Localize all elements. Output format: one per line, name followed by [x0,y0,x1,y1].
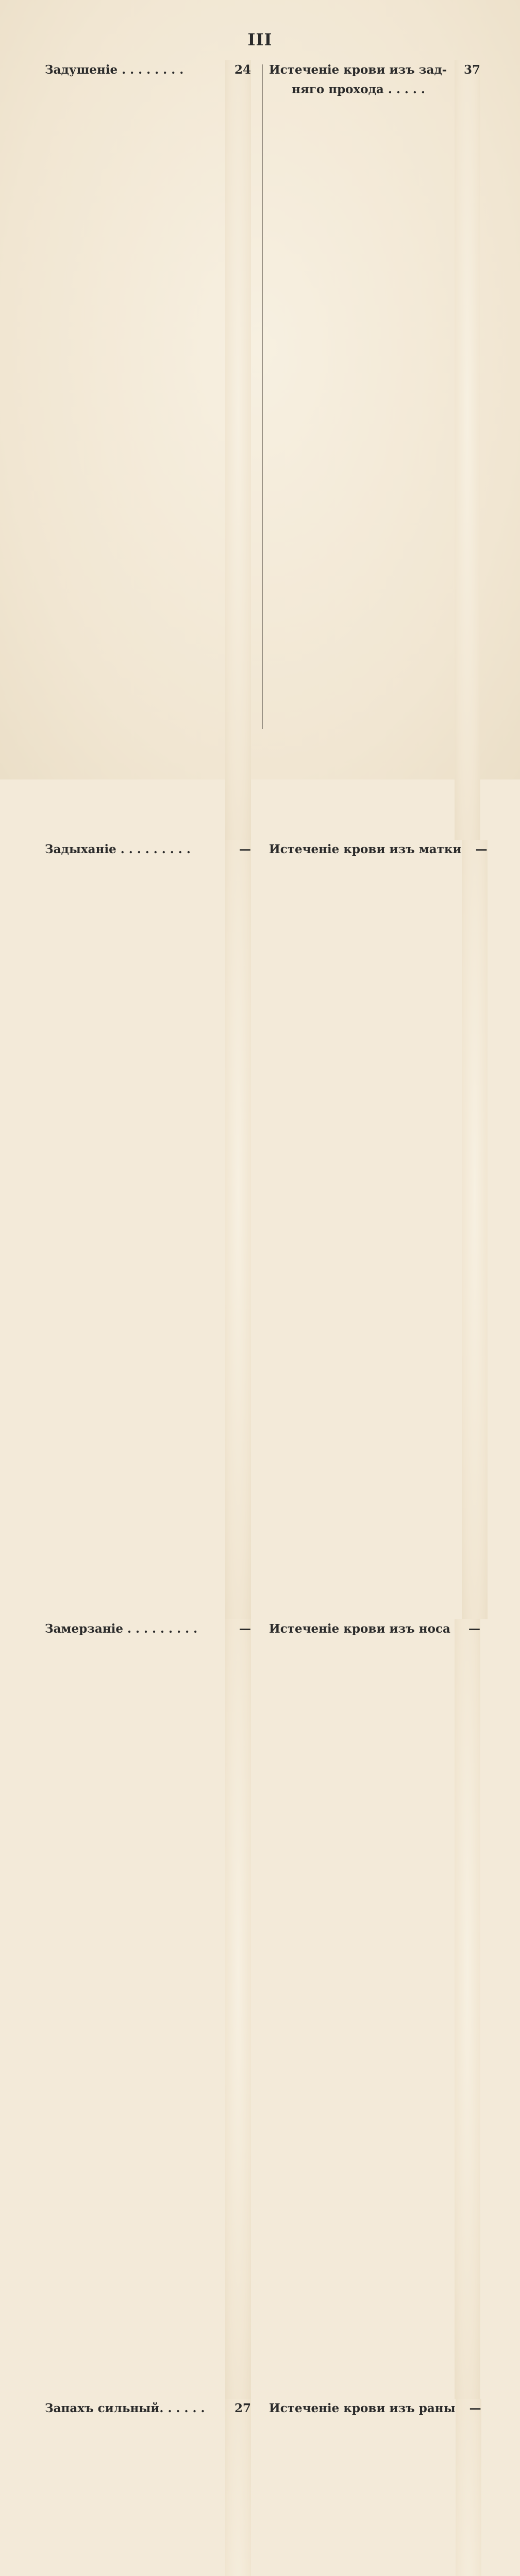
index-entry-line: Истеченіе крови изъ раны [269,2401,456,2415]
index-entry-line: Истеченіе крови изъ матки [269,842,462,856]
index-entry-title [45,840,225,859]
index-entry-title [45,2399,225,2418]
index-entry-title [45,1619,225,1639]
index-entry [45,2399,251,2576]
index-entry [45,1619,251,2399]
index-entry [269,1619,480,2399]
index-entry-page: — [462,840,488,1619]
index-entry-page: — [225,1619,251,2399]
index-entry-title [269,60,455,99]
index-entry-page: 37 [455,60,480,840]
index-entry-title [269,2399,456,2418]
index-entry [269,2399,480,2576]
index-entry-line: Замерзаніе . . . . . . . . . [45,1622,198,1636]
column-divider [262,64,263,729]
index-column-right [269,60,488,2576]
index-entry-line: Истеченіе крови изъ зад- [269,63,447,77]
index-entry-continuation: няго прохода . . . . . [292,82,425,96]
index-entry-line: Задыханіе . . . . . . . . . [45,842,191,856]
page-number: III [247,30,273,49]
index-entry-page: — [456,2399,481,2576]
index-column-left [45,60,251,2576]
index-entry-line: Запахъ сильный. . . . . . [45,2401,205,2415]
index-entry-page: 27 [225,2399,251,2576]
index-entry-title [45,60,225,80]
index-entry-page: 24 [225,60,251,840]
index-entry [45,840,251,1619]
index-entry-line: Задушеніе . . . . . . . . [45,63,184,77]
index-entry [269,840,488,1619]
index-entry [269,60,480,840]
index-entry-line: Истеченіе крови изъ носа [269,1622,450,1636]
index-entry-title [269,840,462,859]
index-entry-title [269,1619,455,1639]
index-entry-page: — [455,1619,480,2399]
index-entry-page: — [225,840,251,1619]
index-entry [45,60,251,840]
